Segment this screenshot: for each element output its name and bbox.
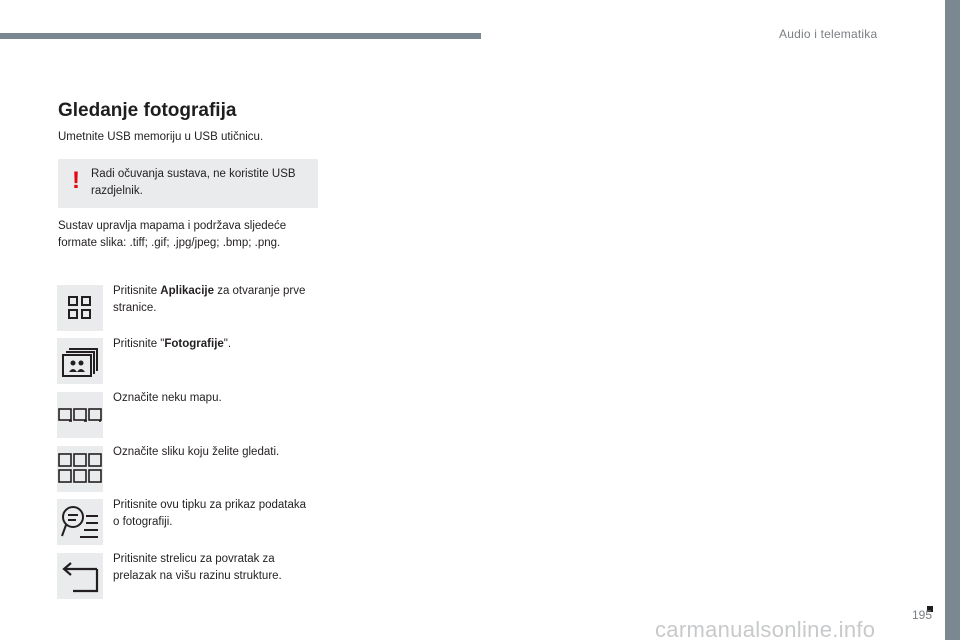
intro-text: Umetnite USB memoriju u USB utičnicu. bbox=[58, 131, 264, 143]
step-applications-text: Pritisnite Aplikacije za otvaranje prve stranice. bbox=[113, 285, 306, 314]
step-folder-text: Označite neku mapu. bbox=[113, 392, 222, 404]
step-back-text: Pritisnite strelicu za povratak za prelazak na višu razinu strukture. bbox=[113, 553, 282, 582]
thumbnails-grid-icon bbox=[57, 446, 103, 492]
step-info-text: Pritisnite ovu tipku za prikaz podataka o fotografiji. bbox=[113, 499, 307, 528]
warning-text: Radi očuvanja sustava, ne koristite USB razdjelnik. bbox=[91, 168, 296, 197]
watermark: carmanualsonline.info bbox=[655, 617, 876, 642]
page-title: Gledanje fotografija bbox=[58, 100, 237, 121]
warning-box bbox=[58, 159, 318, 208]
formats-text: Sustav upravlja mapama i podržava sljedeće formate slika: .tiff; .gif; .jpg/jpeg; .bmp; .png. bbox=[58, 220, 287, 249]
exclamation-icon: ! bbox=[72, 167, 80, 194]
photos-icon bbox=[57, 338, 103, 384]
page-number: 195 bbox=[912, 608, 933, 622]
info-details-icon bbox=[57, 499, 103, 545]
section-title: Audio i telematika bbox=[779, 27, 878, 41]
step-photos-text: Pritisnite "Fotografije". bbox=[113, 338, 232, 350]
header-accent-bar bbox=[0, 33, 481, 39]
step-image-text: Označite sliku koju želite gledati. bbox=[113, 446, 280, 458]
back-arrow-icon bbox=[57, 553, 103, 599]
folders-icon bbox=[57, 392, 103, 438]
page-edge-strip bbox=[945, 0, 960, 640]
applications-grid-icon bbox=[57, 285, 103, 331]
